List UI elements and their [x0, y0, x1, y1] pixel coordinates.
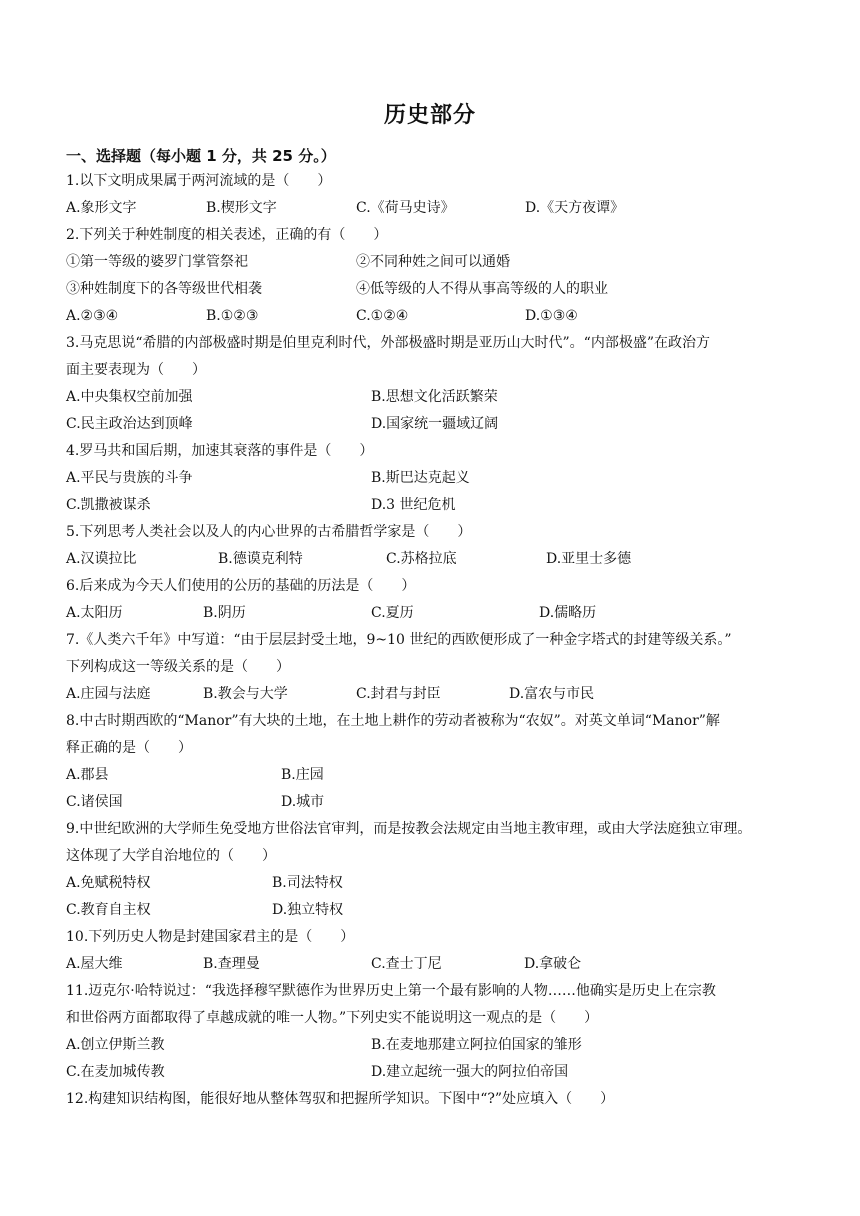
option-c: C.《荷马史诗》: [356, 200, 455, 216]
question-1-stem: 1.以下文明成果属于两河流域的是（ ）: [66, 173, 332, 189]
option-c: C.查士丁尼: [371, 956, 442, 972]
option-b: B.德谟克利特: [218, 551, 303, 567]
option-c: C.诸侯国: [66, 794, 123, 810]
statement-4: ④低等级的人不得从事高等级的人的职业: [356, 281, 608, 297]
question-4-stem: 4.罗马共和国后期，加速其衰落的事件是（ ）: [66, 443, 374, 459]
page-title: 历史部分: [383, 103, 476, 128]
option-d: D.建立起统一强大的阿拉伯帝国: [371, 1064, 569, 1080]
option-a: A.免赋税特权: [66, 875, 151, 891]
option-a: A.平民与贵族的斗争: [66, 470, 193, 486]
question-3-stem-line-1: 3.马克思说“希腊的内部极盛时期是伯里克利时代，外部极盛时期是亚历山大时代”。“内部极盛”在政治方: [66, 335, 710, 351]
option-c: C.封君与封臣: [356, 686, 441, 702]
statement-2: ②不同种姓之间可以通婚: [356, 254, 510, 270]
option-d: D.亚里士多德: [546, 551, 632, 567]
question-11-stem-line-2: 和世俗两方面都取得了卓越成就的唯一人物。”下列史实不能说明这一观点的是（ ）: [66, 1010, 599, 1026]
question-2-stem: 2.下列关于种姓制度的相关表述，正确的有（ ）: [66, 227, 388, 243]
question-12-stem: 12.构建知识结构图，能很好地从整体驾驭和把握所学知识。下图中“?”处应填入（ ）: [66, 1091, 615, 1107]
option-b: B.楔形文字: [206, 200, 277, 216]
option-c: C.苏格拉底: [386, 551, 457, 567]
option-d: D.城市: [281, 794, 325, 810]
option-d: D.儒略历: [539, 605, 597, 621]
option-c: C.①②④: [356, 308, 409, 324]
question-10-stem: 10.下列历史人物是封建国家君主的是（ ）: [66, 929, 355, 945]
option-d: D.拿破仑: [524, 956, 582, 972]
option-a: A.汉谟拉比: [66, 551, 137, 567]
option-d: D.《天方夜谭》: [525, 200, 625, 216]
question-7-stem-line-1: 7.《人类六千年》中写道：“由于层层封受土地，9~10 世纪的西欧便形成了一种金字塔式的封建等级关系。”: [66, 632, 732, 648]
statement-3: ③种姓制度下的各等级世代相袭: [66, 281, 262, 297]
option-d: D.①③④: [525, 308, 578, 324]
question-9-stem-line-2: 这体现了大学自治地位的（ ）: [66, 848, 276, 864]
option-c: C.教育自主权: [66, 902, 151, 918]
question-9-stem-line-1: 9.中世纪欧洲的大学师生免受地方世俗法官审判，而是按教会法规定由当地主教审理，或由大学法庭独立审理。: [66, 821, 752, 837]
option-c: C.凯撒被谋杀: [66, 497, 151, 513]
option-b: B.教会与大学: [203, 686, 288, 702]
option-b: B.思想文化活跃繁荣: [371, 389, 498, 405]
option-b: B.司法特权: [272, 875, 343, 891]
option-c: C.在麦加城传教: [66, 1064, 165, 1080]
question-3-stem-line-2: 面主要表现为（ ）: [66, 362, 206, 378]
option-b: B.庄园: [281, 767, 324, 783]
question-11-stem-line-1: 11.迈克尔·哈特说过：“我选择穆罕默德作为世界历史上第一个最有影响的人物……他确实是历史上在宗教: [66, 983, 716, 999]
option-b: B.在麦地那建立阿拉伯国家的雏形: [371, 1037, 582, 1053]
question-7-stem-line-2: 下列构成这一等级关系的是（ ）: [66, 659, 290, 675]
option-c: C.夏历: [371, 605, 414, 621]
option-b: B.斯巴达克起义: [371, 470, 470, 486]
question-6-stem: 6.后来成为今天人们使用的公历的基础的历法是（ ）: [66, 578, 416, 594]
question-8-stem-line-2: 释正确的是（ ）: [66, 740, 192, 756]
option-d: D.3 世纪危机: [371, 497, 456, 513]
option-a: A.郡县: [66, 767, 109, 783]
option-d: D.国家统一疆域辽阔: [371, 416, 499, 432]
question-5-stem: 5.下列思考人类社会以及人的内心世界的古希腊哲学家是（ ）: [66, 524, 472, 540]
option-b: B.查理曼: [203, 956, 260, 972]
option-c: C.民主政治达到顶峰: [66, 416, 193, 432]
option-a: A.②③④: [66, 308, 119, 324]
option-a: A.中央集权空前加强: [66, 389, 193, 405]
question-8-stem-line-1: 8.中古时期西欧的“Manor”有大块的土地，在土地上耕作的劳动者被称为“农奴”。对英文单词“Manor”解: [66, 713, 720, 729]
option-a: A.创立伊斯兰教: [66, 1037, 165, 1053]
option-a: A.太阳历: [66, 605, 123, 621]
option-d: D.独立特权: [272, 902, 344, 918]
option-d: D.富农与市民: [509, 686, 595, 702]
option-b: B.阴历: [203, 605, 246, 621]
section-heading: 一、选择题（每小题 1 分，共 25 分。）: [66, 147, 336, 165]
option-a: A.庄园与法庭: [66, 686, 151, 702]
option-b: B.①②③: [206, 308, 259, 324]
option-a: A.屋大维: [66, 956, 123, 972]
statement-1: ①第一等级的婆罗门掌管祭祀: [66, 254, 248, 270]
option-a: A.象形文字: [66, 200, 137, 216]
